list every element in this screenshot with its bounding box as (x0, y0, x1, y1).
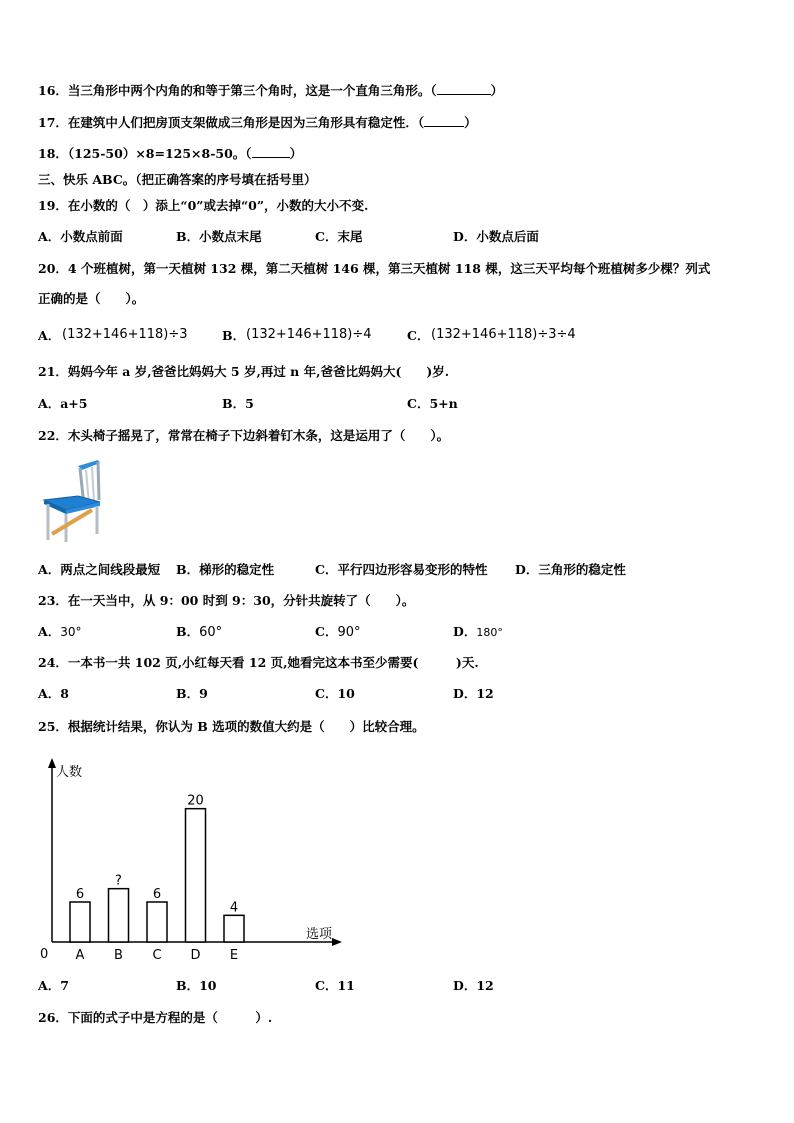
q21-option-c[interactable]: C．5+n (407, 396, 458, 411)
q25-option-c[interactable]: C．11 (315, 978, 355, 993)
answer-blank-16[interactable] (437, 83, 491, 95)
bar-chart (30, 752, 350, 970)
q24-option-d[interactable]: D．12 (453, 686, 494, 701)
q24-option-b[interactable]: B．9 (176, 686, 208, 701)
q23-option-b[interactable] (176, 624, 222, 641)
question-25-stem: 25．根据统计结果，你认为 B 选项的数值大约是（ ）比较合理。 (38, 719, 425, 734)
y-axis-arrow (48, 758, 56, 768)
question-17 (38, 115, 477, 131)
q23-option-b-value: 60° (199, 625, 223, 640)
bar-a (70, 902, 90, 942)
tick-label-a: A (75, 948, 85, 963)
q19-option-a[interactable]: A．小数点前面 (38, 229, 123, 244)
q23-option-c-label: C． (315, 624, 338, 639)
tick-label-e: E (229, 948, 239, 963)
bar-e (224, 915, 244, 942)
q23-option-a-label: A． (38, 624, 61, 639)
q22-option-d[interactable]: D．三角形的稳定性 (515, 562, 626, 577)
bar-b (109, 889, 129, 942)
q19-option-b[interactable]: B．小数点末尾 (176, 229, 262, 244)
y-axis-label: 人数 (56, 765, 83, 780)
question-16 (38, 83, 503, 99)
question-16-close: ） (490, 83, 504, 98)
data-label-a: 6 (75, 887, 85, 902)
answer-blank-17[interactable] (424, 115, 464, 127)
tick-label-c: C (152, 948, 162, 963)
q23-option-d-label: D． (453, 624, 477, 639)
q22-option-b[interactable]: B．梯形的稳定性 (176, 562, 275, 577)
q24-option-c[interactable]: C．10 (315, 686, 355, 701)
question-20-stem-line1: 20．4 个班植树，第一天植树 132 棵，第二天植树 146 棵，第三天植树 118 棵，这三天平均每个班植树多少棵？列式 (38, 261, 711, 276)
x-axis-arrow (332, 938, 342, 946)
q23-option-d[interactable] (453, 624, 503, 641)
q25-option-b[interactable]: B．10 (176, 978, 217, 993)
question-18 (38, 146, 302, 162)
data-label-e: 4 (229, 900, 239, 916)
question-23-stem: 23．在一天当中，从 9：00 时到 9：30，分针共旋转了（ ）。 (38, 593, 415, 608)
question-17-close: ） (464, 115, 477, 130)
chair-illustration (42, 460, 104, 544)
q23-option-c[interactable] (315, 624, 361, 641)
section-heading: 三、快乐 ABC。（把正确答案的序号填在括号里） (38, 172, 317, 187)
q23-option-a[interactable] (38, 624, 81, 640)
q23-option-a-value: 30° (60, 625, 82, 639)
q20-option-c[interactable]: (132+146+118)÷3÷4 (431, 327, 576, 342)
question-19-stem: 19．在小数的（ ）添上“0”或去掉“0”，小数的大小不变. (38, 198, 369, 213)
diagonal-wood-brace (52, 510, 92, 534)
question-17-text: 17．在建筑中人们把房顶支架做成三角形是因为三角形具有稳定性．（ (38, 115, 425, 130)
x-axis-label: 选项 (306, 927, 333, 942)
data-label-b: ? (115, 873, 122, 889)
q19-option-d[interactable]: D．小数点后面 (453, 229, 539, 244)
q19-option-c[interactable]: C．末尾 (315, 229, 363, 244)
q23-option-b-label: B． (176, 624, 200, 639)
q21-option-a[interactable]: A．a+5 (38, 396, 88, 411)
chart-bars (70, 809, 244, 942)
q25-option-d[interactable]: D．12 (453, 978, 494, 993)
q21-option-b[interactable]: B．5 (222, 396, 254, 411)
tick-label-b: B (114, 948, 123, 963)
q20-option-b-label: B． (222, 328, 246, 343)
q22-option-a[interactable]: A．两点之间线段最短 (38, 562, 161, 577)
question-18-text: 18．（125-50）×8=125×8-50。（ (38, 146, 252, 161)
bar-d (186, 809, 206, 942)
q20-option-c-label: C． (407, 328, 430, 343)
question-20-stem-line2: 正确的是（ ）。 (38, 291, 145, 306)
bar-c (147, 902, 167, 942)
q25-option-a[interactable]: A．7 (38, 978, 69, 993)
chair-back-slat-2 (92, 467, 94, 502)
data-label-c: 6 (152, 887, 162, 902)
question-24-stem: 24．一本书一共 102 页,小红每天看 12 页,她看完这本书至少需要( )天. (38, 655, 479, 670)
question-21-stem: 21．妈妈今年 a 岁,爸爸比妈妈大 5 岁,再过 n 年,爸爸比妈妈大( )岁. (38, 364, 450, 379)
q23-option-d-value: 180° (476, 626, 503, 639)
q20-option-a-label: A． (38, 328, 61, 343)
question-22-stem: 22．木头椅子摇晃了，常常在椅子下边斜着钉木条，这是运用了（ ）。 (38, 428, 450, 443)
data-label-d: 20 (187, 793, 204, 809)
q20-option-a[interactable]: (132+146+118)÷3 (62, 327, 188, 342)
question-26-stem: 26．下面的式子中是方程的是（ ）. (38, 1010, 273, 1025)
q24-option-a[interactable]: A．8 (38, 686, 69, 701)
answer-blank-18[interactable] (252, 146, 290, 158)
tick-label-d: D (190, 948, 201, 963)
chair-back-post-right (98, 462, 99, 500)
q23-option-c-value: 90° (337, 625, 361, 640)
origin-label: 0 (40, 947, 49, 962)
question-16-text: 16．当三角形中两个内角的和等于第三个角时，这是一个直角三角形。（ (38, 83, 437, 98)
q22-option-c[interactable]: C．平行四边形容易变形的特性 (315, 562, 488, 577)
q20-option-b[interactable]: (132+146+118)÷4 (246, 327, 372, 342)
question-18-close: ） (289, 146, 303, 161)
